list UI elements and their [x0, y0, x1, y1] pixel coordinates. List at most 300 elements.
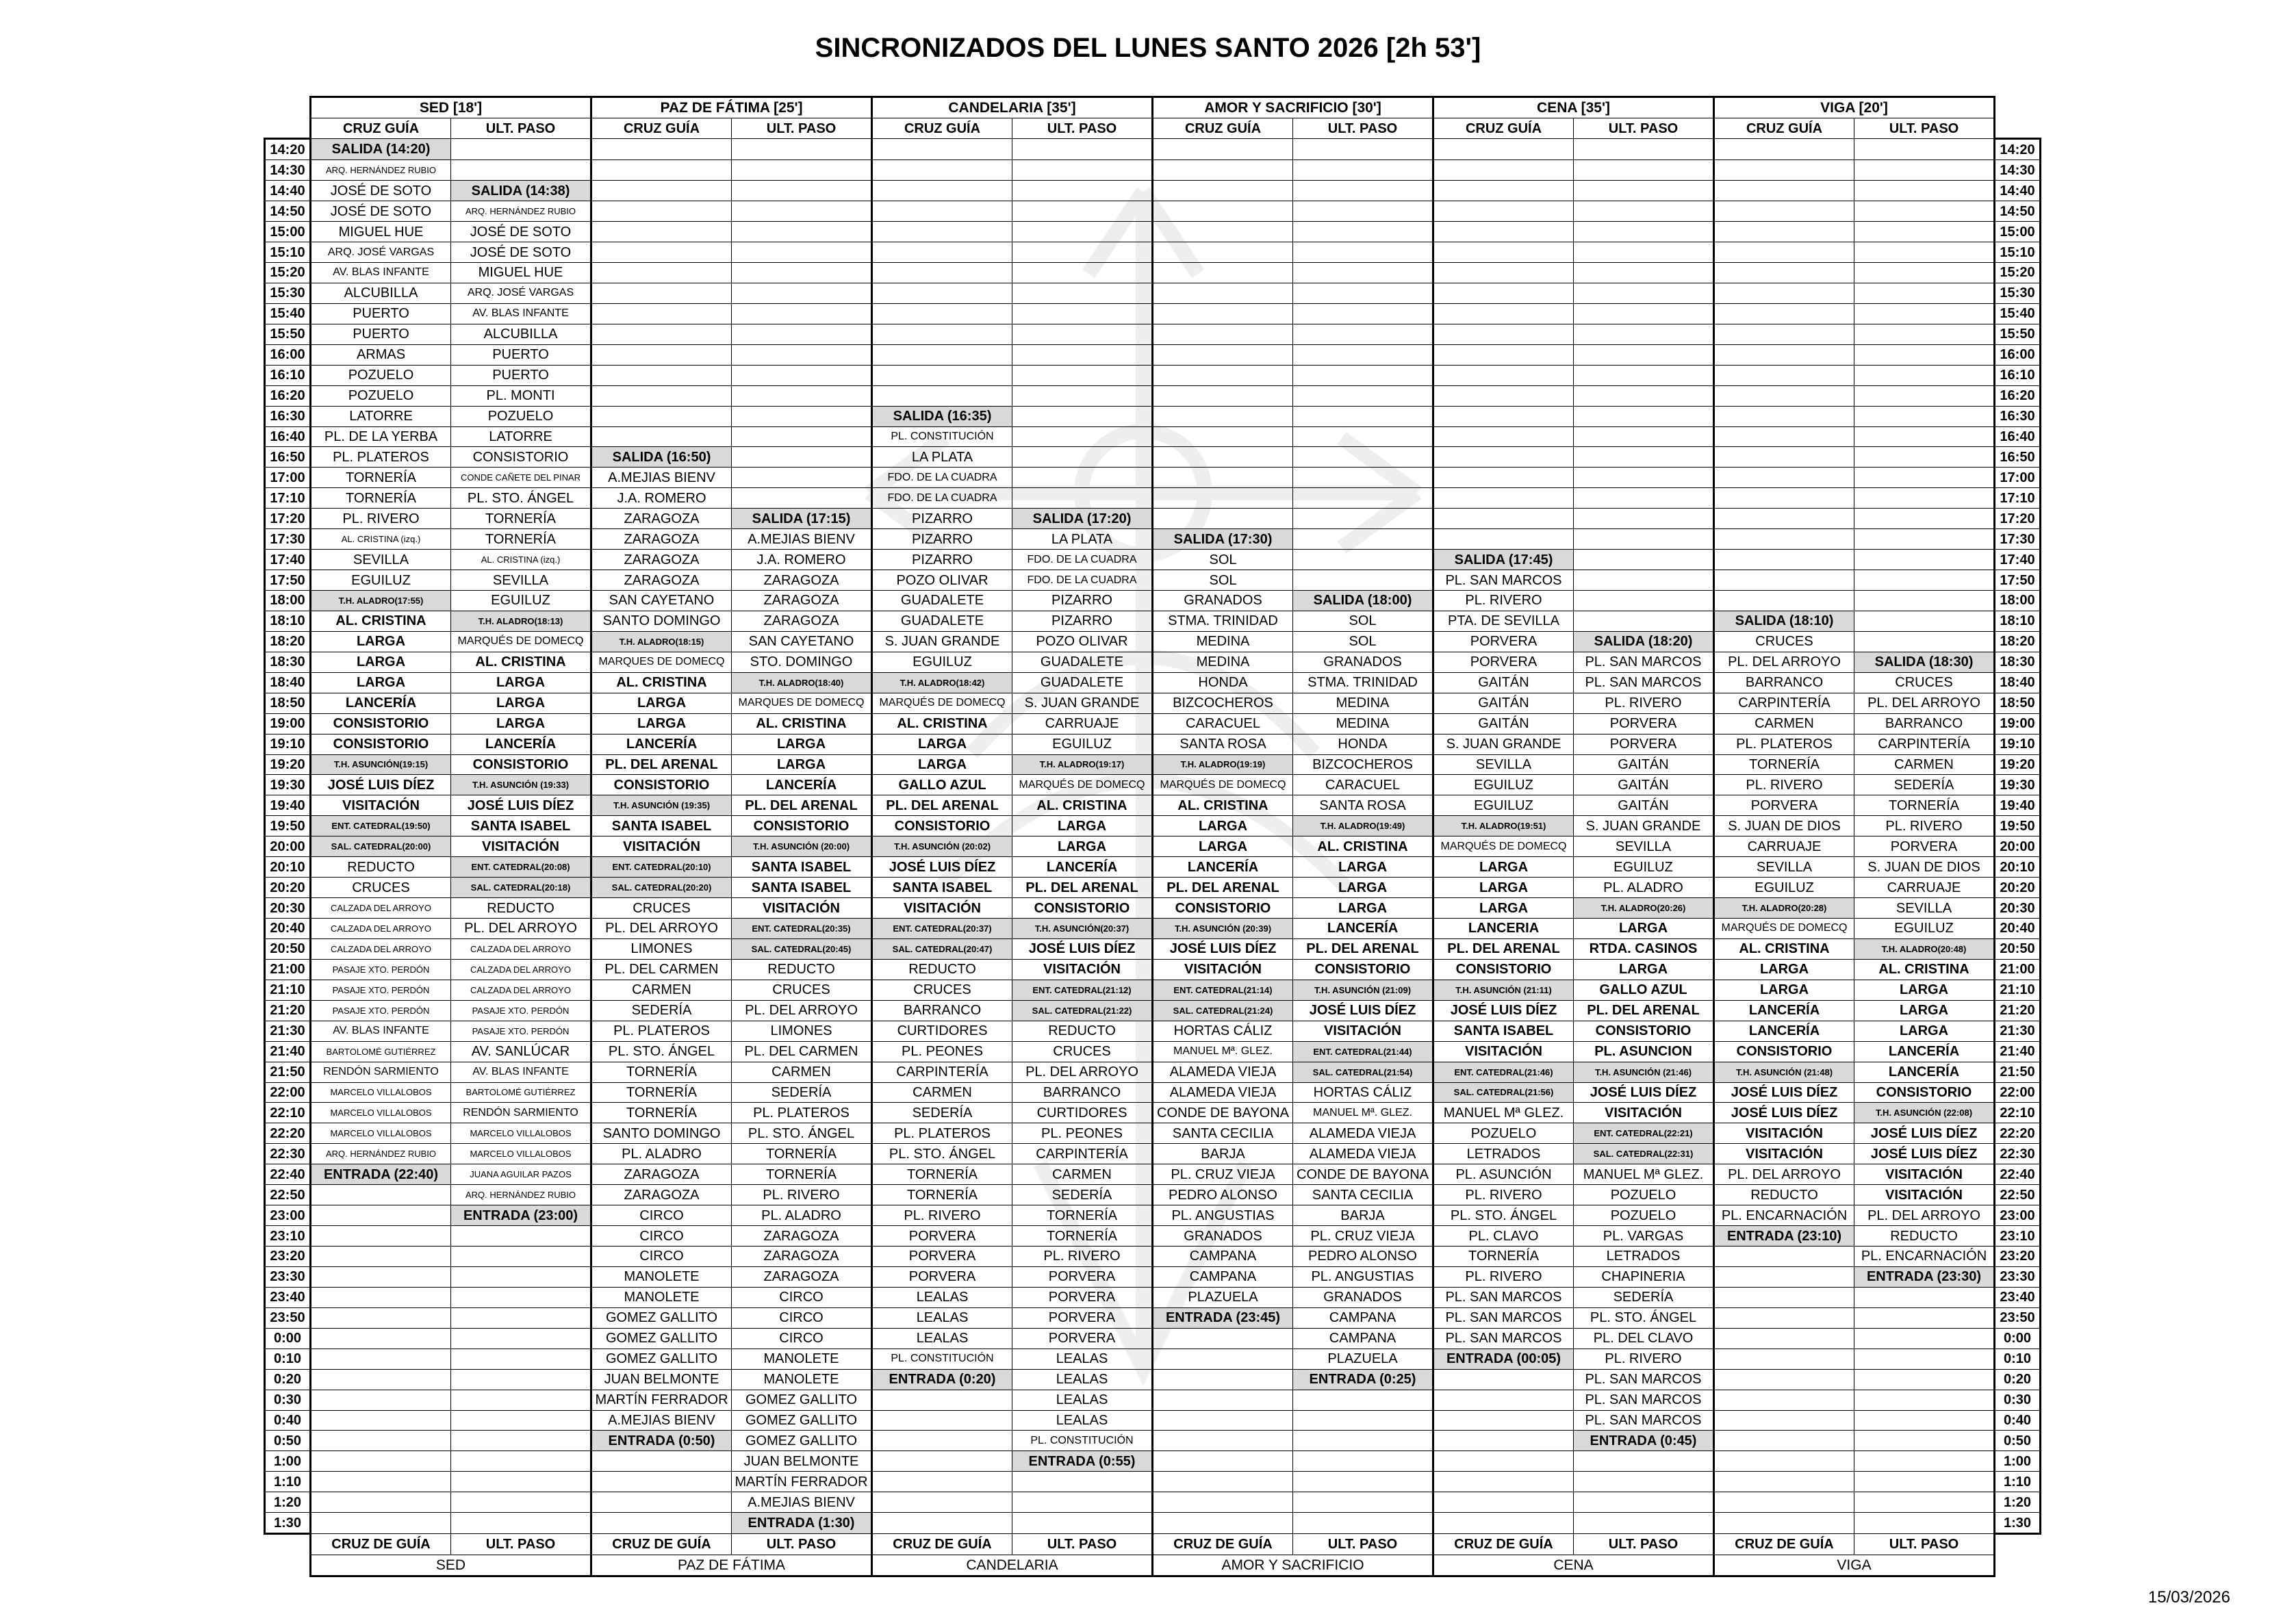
time-cell-left: 18:20	[265, 631, 311, 652]
table-row	[265, 1513, 2041, 1534]
schedule-cell: ALAMEDA VIEJA	[1293, 1144, 1433, 1164]
schedule-cell: PL. DEL ARROYO	[1854, 1205, 1995, 1226]
schedule-cell: GOMEZ GALLITO	[732, 1390, 872, 1410]
schedule-cell	[1574, 283, 1714, 303]
brotherhood-header: CANDELARIA [35']	[872, 97, 1153, 118]
schedule-cell: PL. RIVERO	[1714, 775, 1854, 795]
schedule-cell: PL. DEL ARENAL	[1012, 878, 1153, 898]
schedule-cell: POZUELO	[451, 406, 591, 426]
schedule-cell: SALIDA (17:15)	[732, 509, 872, 529]
schedule-cell: EGUILUZ	[1433, 795, 1574, 816]
schedule-cell: PASAJE XTO. PERDÓN	[451, 1021, 591, 1041]
schedule-cell	[1153, 344, 1293, 365]
time-cell-right: 18:50	[1995, 693, 2041, 713]
schedule-cell: LARGA	[311, 631, 451, 652]
schedule-cell: VISITACIÓN	[1574, 1103, 1714, 1123]
schedule-cell	[1574, 201, 1714, 222]
corner-cell	[265, 1534, 311, 1555]
schedule-cell	[451, 1390, 591, 1410]
column-label-last: ULT. PASO	[732, 118, 872, 138]
schedule-cell	[1714, 324, 1854, 344]
schedule-cell: GAITÁN	[1433, 713, 1574, 734]
time-cell-right: 15:50	[1995, 324, 2041, 344]
schedule-cell: LATORRE	[311, 406, 451, 426]
table-row	[265, 426, 2041, 447]
schedule-cell: SALIDA (17:30)	[1153, 529, 1293, 550]
schedule-cell: LEALAS	[1012, 1349, 1153, 1369]
schedule-cell: GOMEZ GALLITO	[732, 1431, 872, 1451]
table-row	[265, 836, 2041, 857]
schedule-cell: CARMEN	[591, 980, 732, 1000]
schedule-cell: ZARAGOZA	[732, 570, 872, 591]
schedule-cell: CARRUAJE	[1854, 878, 1995, 898]
schedule-cell: PL. DEL ARROYO	[1714, 652, 1854, 672]
schedule-cell: CONSISTORIO	[1012, 898, 1153, 919]
schedule-cell: VISITACIÓN	[1293, 1021, 1433, 1041]
schedule-cell	[451, 1431, 591, 1451]
time-cell-left: 16:10	[265, 365, 311, 385]
schedule-cell	[1574, 570, 1714, 591]
schedule-cell: JOSÉ LUIS DÍEZ	[1012, 938, 1153, 959]
schedule-cell: CONSISTORIO	[311, 734, 451, 754]
time-cell-left: 20:20	[265, 878, 311, 898]
schedule-cell: MARQUÉS DE DOMECQ	[1012, 775, 1153, 795]
schedule-cell	[311, 1185, 451, 1205]
schedule-cell	[1293, 509, 1433, 529]
time-cell-left: 21:00	[265, 959, 311, 980]
schedule-cell: CARMEN	[872, 1082, 1012, 1103]
table-row	[265, 509, 2041, 529]
schedule-cell: SANTA ISABEL	[872, 878, 1012, 898]
schedule-cell	[1854, 283, 1995, 303]
schedule-cell: TORNERÍA	[732, 1164, 872, 1185]
schedule-cell: AV. BLAS INFANTE	[311, 1021, 451, 1041]
schedule-cell: CURTIDORES	[872, 1021, 1012, 1041]
schedule-cell: SANTO DOMINGO	[591, 1123, 732, 1144]
schedule-cell: PASAJE XTO. PERDÓN	[311, 980, 451, 1000]
schedule-cell: EGUILUZ	[1433, 775, 1574, 795]
schedule-cell: TORNERÍA	[591, 1082, 732, 1103]
time-cell-right: 23:10	[1995, 1226, 2041, 1247]
schedule-cell: LARGA	[311, 672, 451, 693]
schedule-cell: CARPINTERÍA	[1714, 693, 1854, 713]
time-cell-left: 21:10	[265, 980, 311, 1000]
schedule-cell	[1714, 1266, 1854, 1287]
schedule-cell: GUADALETE	[872, 611, 1012, 631]
schedule-cell	[1293, 385, 1433, 406]
schedule-cell: ARQ. JOSÉ VARGAS	[311, 242, 451, 263]
schedule-cell	[1854, 1513, 1995, 1534]
table-row	[265, 201, 2041, 222]
schedule-cell	[732, 139, 872, 160]
schedule-cell: SAL. CATEDRAL(20:18)	[451, 878, 591, 898]
schedule-cell	[451, 1307, 591, 1328]
time-cell-left: 20:40	[265, 919, 311, 939]
schedule-cell	[451, 139, 591, 160]
schedule-cell	[311, 1307, 451, 1328]
schedule-cell	[1153, 1431, 1293, 1451]
schedule-cell	[1854, 1492, 1995, 1513]
schedule-cell: REDUCTO	[872, 959, 1012, 980]
time-cell-right: 15:20	[1995, 263, 2041, 283]
schedule-cell: PUERTO	[451, 344, 591, 365]
table-row	[265, 816, 2041, 836]
schedule-cell: MARQUÉS DE DOMECQ	[872, 693, 1012, 713]
schedule-cell	[1854, 365, 1995, 385]
schedule-cell	[1714, 222, 1854, 242]
schedule-cell: CARMEN	[732, 1062, 872, 1082]
schedule-cell: ARMAS	[311, 344, 451, 365]
schedule-cell: LARGA	[1293, 857, 1433, 878]
schedule-cell: LATORRE	[451, 426, 591, 447]
schedule-cell	[872, 324, 1012, 344]
time-cell-left: 20:30	[265, 898, 311, 919]
time-cell-left: 1:00	[265, 1451, 311, 1472]
schedule-cell: ALCUBILLA	[311, 283, 451, 303]
schedule-cell	[1714, 509, 1854, 529]
time-cell-left: 15:50	[265, 324, 311, 344]
schedule-cell	[1012, 426, 1153, 447]
schedule-cell	[1153, 160, 1293, 181]
schedule-cell	[1153, 468, 1293, 488]
footer-label-guide: CRUZ DE GUÍA	[1433, 1534, 1574, 1555]
schedule-cell: AL. CRISTINA	[591, 672, 732, 693]
schedule-cell: AL. CRISTINA	[872, 713, 1012, 734]
schedule-cell: PL. RIVERO	[311, 509, 451, 529]
schedule-cell: SAL. CATEDRAL(21:54)	[1293, 1062, 1433, 1082]
schedule-cell: LEALAS	[1012, 1369, 1153, 1390]
time-cell-left: 0:50	[265, 1431, 311, 1451]
schedule-cell: T.H. ALADRO(17:55)	[311, 591, 451, 611]
schedule-cell: MARCELO VILLALOBOS	[311, 1103, 451, 1123]
table-row	[265, 795, 2041, 816]
schedule-cell: CALZADA DEL ARROYO	[311, 898, 451, 919]
column-label-last: ULT. PASO	[1012, 118, 1153, 138]
schedule-cell: GOMEZ GALLITO	[591, 1307, 732, 1328]
schedule-cell: CRUCES	[311, 878, 451, 898]
time-cell-right: 17:50	[1995, 570, 2041, 591]
schedule-cell: HORTAS CÁLIZ	[1153, 1021, 1293, 1041]
time-cell-left: 20:10	[265, 857, 311, 878]
table-row	[265, 713, 2041, 734]
schedule-cell: AV. BLAS INFANTE	[311, 263, 451, 283]
schedule-cell	[1293, 263, 1433, 283]
schedule-cell: POZUELO	[1433, 1123, 1574, 1144]
schedule-cell: LARGA	[1714, 959, 1854, 980]
schedule-cell: PL. RIVERO	[1854, 816, 1995, 836]
time-cell-left: 17:50	[265, 570, 311, 591]
schedule-cell: AL. CRISTINA	[1012, 795, 1153, 816]
schedule-cell	[1714, 1307, 1854, 1328]
schedule-cell	[872, 344, 1012, 365]
schedule-cell: ALAMEDA VIEJA	[1153, 1082, 1293, 1103]
time-cell-left: 17:00	[265, 468, 311, 488]
table-row	[265, 1144, 2041, 1164]
schedule-cell: T.H. ASUNCIÓN (21:11)	[1433, 980, 1574, 1000]
time-cell-left: 22:50	[265, 1185, 311, 1205]
schedule-cell: CIRCO	[591, 1226, 732, 1247]
schedule-cell: T.H. ASUNCIÓN (20:02)	[872, 836, 1012, 857]
time-cell-left: 22:00	[265, 1082, 311, 1103]
schedule-cell: ENTRADA (0:20)	[872, 1369, 1012, 1390]
time-cell-right: 19:40	[1995, 795, 2041, 816]
schedule-cell: LARGA	[1012, 816, 1153, 836]
schedule-cell: SALIDA (17:20)	[1012, 509, 1153, 529]
schedule-cell: ENT. CATEDRAL(21:14)	[1153, 980, 1293, 1000]
schedule-cell: T.H. ALADRO(18:40)	[732, 672, 872, 693]
schedule-cell	[732, 426, 872, 447]
schedule-cell: ENTRADA (22:40)	[311, 1164, 451, 1185]
schedule-cell	[591, 242, 732, 263]
schedule-cell: PL. DE LA YERBA	[311, 426, 451, 447]
schedule-cell	[1714, 529, 1854, 550]
schedule-cell: PORVERA	[1012, 1328, 1153, 1349]
schedule-cell	[1574, 222, 1714, 242]
time-cell-right: 18:30	[1995, 652, 2041, 672]
schedule-cell: ENTRADA (23:10)	[1714, 1226, 1854, 1247]
schedule-cell: PORVERA	[1574, 734, 1714, 754]
time-cell-left: 18:50	[265, 693, 311, 713]
schedule-cell: PL. STO. ÁNGEL	[1574, 1307, 1714, 1328]
table-row	[265, 1123, 2041, 1144]
schedule-cell	[1714, 181, 1854, 201]
brotherhood-footer: AMOR Y SACRIFICIO	[1153, 1555, 1433, 1576]
table-row	[265, 775, 2041, 795]
time-cell-left: 17:20	[265, 509, 311, 529]
schedule-cell: CARMEN	[1012, 1164, 1153, 1185]
schedule-cell	[1574, 426, 1714, 447]
schedule-cell: CALZADA DEL ARROYO	[451, 980, 591, 1000]
schedule-cell: LARGA	[451, 693, 591, 713]
schedule-cell	[1433, 1492, 1574, 1513]
schedule-cell: PORVERA	[1012, 1266, 1153, 1287]
schedule-cell: PL. PEONES	[872, 1041, 1012, 1062]
table-row	[265, 1287, 2041, 1307]
schedule-cell: T.H. ASUNCIÓN (21:46)	[1574, 1062, 1714, 1082]
time-cell-left: 16:00	[265, 344, 311, 365]
schedule-cell: GAITÁN	[1574, 754, 1714, 775]
schedule-cell: CRUCES	[1012, 1041, 1153, 1062]
table-row	[265, 1349, 2041, 1369]
schedule-cell: MANOLETE	[591, 1266, 732, 1287]
schedule-cell: ENTRADA (0:55)	[1012, 1451, 1153, 1472]
schedule-cell	[1574, 365, 1714, 385]
schedule-cell	[732, 344, 872, 365]
schedule-cell: TORNERÍA	[732, 1144, 872, 1164]
schedule-cell	[872, 1472, 1012, 1492]
table-row	[265, 1472, 2041, 1492]
schedule-cell: AL. CRISTINA	[451, 652, 591, 672]
schedule-cell: PL. ASUNCIÓN	[1433, 1164, 1574, 1185]
time-cell-right: 17:20	[1995, 509, 2041, 529]
table-row	[265, 631, 2041, 652]
schedule-cell: PL. SAN MARCOS	[1433, 1328, 1574, 1349]
schedule-cell	[1714, 1451, 1854, 1472]
footer-label-last: ULT. PASO	[1574, 1534, 1714, 1555]
schedule-cell: ZARAGOZA	[732, 611, 872, 631]
time-cell-left: 18:30	[265, 652, 311, 672]
table-row	[265, 550, 2041, 570]
schedule-cell: BARJA	[1293, 1205, 1433, 1226]
schedule-cell: MANUEL Mª GLEZ.	[1574, 1164, 1714, 1185]
schedule-cell: REDUCTO	[1012, 1021, 1153, 1041]
schedule-cell: GRANADOS	[1153, 591, 1293, 611]
schedule-cell	[1714, 1247, 1854, 1267]
brotherhood-footer: PAZ DE FÁTIMA	[591, 1555, 872, 1576]
schedule-cell: PIZARRO	[872, 550, 1012, 570]
schedule-cell: JOSÉ LUIS DÍEZ	[1854, 1144, 1995, 1164]
brotherhood-header: VIGA [20']	[1714, 97, 1995, 118]
time-cell-left: 21:40	[265, 1041, 311, 1062]
schedule-cell: PL. SAN MARCOS	[1433, 1307, 1574, 1328]
schedule-cell: PLAZUELA	[1293, 1349, 1433, 1369]
document-date: 15/03/2026	[2147, 1588, 2230, 1607]
schedule-cell	[1854, 222, 1995, 242]
schedule-cell: A.MEJIAS BIENV	[732, 529, 872, 550]
schedule-cell: LA PLATA	[872, 447, 1012, 468]
schedule-cell	[1153, 365, 1293, 385]
schedule-cell	[732, 447, 872, 468]
time-cell-left: 16:40	[265, 426, 311, 447]
schedule-cell	[1574, 344, 1714, 365]
schedule-cell	[591, 1492, 732, 1513]
schedule-cell: MANOLETE	[591, 1287, 732, 1307]
time-cell-right: 1:00	[1995, 1451, 2041, 1472]
schedule-cell	[1293, 550, 1433, 570]
table-row	[265, 693, 2041, 713]
footer-label-last: ULT. PASO	[732, 1534, 872, 1555]
schedule-cell: SEDERÍA	[1574, 1287, 1714, 1307]
schedule-cell	[1153, 181, 1293, 201]
schedule-cell: PL. DEL ARENAL	[1433, 938, 1574, 959]
footer-label-guide: CRUZ DE GUÍA	[311, 1534, 451, 1555]
schedule-cell	[1714, 344, 1854, 365]
schedule-cell: ENTRADA (23:45)	[1153, 1307, 1293, 1328]
time-cell-left: 19:50	[265, 816, 311, 836]
schedule-cell	[591, 160, 732, 181]
table-row	[265, 1410, 2041, 1431]
schedule-cell: LARGA	[591, 693, 732, 713]
table-row	[265, 324, 2041, 344]
schedule-cell	[1012, 1472, 1153, 1492]
schedule-cell: SAL. CATEDRAL(20:47)	[872, 938, 1012, 959]
time-cell-left: 22:10	[265, 1103, 311, 1123]
schedule-cell: PL. SAN MARCOS	[1574, 672, 1714, 693]
time-cell-right: 18:40	[1995, 672, 2041, 693]
schedule-cell: PL. PEONES	[1012, 1123, 1153, 1144]
schedule-cell	[1153, 488, 1293, 509]
schedule-cell: ARQ. HERNÁNDEZ RUBIO	[451, 1185, 591, 1205]
schedule-cell: PL. PLATEROS	[1714, 734, 1854, 754]
schedule-cell	[1854, 406, 1995, 426]
schedule-cell: SANTA CECILIA	[1153, 1123, 1293, 1144]
schedule-cell: EGUILUZ	[311, 570, 451, 591]
schedule-cell: SEDERÍA	[591, 1000, 732, 1021]
schedule-cell	[1433, 1513, 1574, 1534]
schedule-cell: ZARAGOZA	[591, 509, 732, 529]
schedule-cell: PL. STO. ÁNGEL	[1433, 1205, 1574, 1226]
schedule-cell: PASAJE XTO. PERDÓN	[311, 1000, 451, 1021]
schedule-cell	[872, 263, 1012, 283]
table-row	[265, 959, 2041, 980]
schedule-cell: AL. CRISTINA	[1293, 836, 1433, 857]
schedule-cell	[732, 181, 872, 201]
schedule-cell: HONDA	[1293, 734, 1433, 754]
schedule-cell: SAL. CATEDRAL(20:45)	[732, 938, 872, 959]
schedule-cell	[1854, 1451, 1995, 1472]
schedule-cell: PORVERA	[1012, 1287, 1153, 1307]
schedule-cell: PL. ENCARNACIÓN	[1854, 1247, 1995, 1267]
schedule-cell: SALIDA (18:00)	[1293, 591, 1433, 611]
schedule-cell	[1433, 160, 1574, 181]
schedule-cell	[1433, 509, 1574, 529]
schedule-cell: ENT. CATEDRAL(20:37)	[872, 919, 1012, 939]
schedule-cell	[1293, 324, 1433, 344]
schedule-cell: SEVILLA	[1854, 898, 1995, 919]
schedule-cell	[311, 1287, 451, 1307]
schedule-cell: PL. DEL ARENAL	[1574, 1000, 1714, 1021]
schedule-cell: AL. CRISTINA	[311, 611, 451, 631]
schedule-cell	[1433, 222, 1574, 242]
table-row	[265, 672, 2041, 693]
time-cell-right: 15:10	[1995, 242, 2041, 263]
schedule-cell: PIZARRO	[1012, 611, 1153, 631]
schedule-cell: TORNERÍA	[451, 509, 591, 529]
schedule-cell: SEVILLA	[1714, 857, 1854, 878]
schedule-cell	[1153, 1349, 1293, 1369]
schedule-cell: MARQUES DE DOMECQ	[732, 693, 872, 713]
schedule-cell: TORNERÍA	[311, 488, 451, 509]
schedule-cell	[1293, 488, 1433, 509]
schedule-cell: TORNERÍA	[311, 468, 451, 488]
schedule-cell	[1574, 303, 1714, 324]
schedule-cell: ZARAGOZA	[591, 550, 732, 570]
schedule-cell	[311, 1226, 451, 1247]
time-cell-right: 19:50	[1995, 816, 2041, 836]
schedule-cell	[732, 263, 872, 283]
schedule-cell	[1854, 385, 1995, 406]
schedule-cell: PORVERA	[1574, 713, 1714, 734]
schedule-cell	[1574, 550, 1714, 570]
schedule-cell	[1714, 488, 1854, 509]
schedule-cell: GOMEZ GALLITO	[732, 1410, 872, 1431]
schedule-cell: ALAMEDA VIEJA	[1293, 1123, 1433, 1144]
schedule-cell	[1012, 201, 1153, 222]
table-row	[265, 754, 2041, 775]
schedule-cell: SAL. CATEDRAL(21:22)	[1012, 1000, 1153, 1021]
schedule-cell: ENT. CATEDRAL(22:21)	[1574, 1123, 1714, 1144]
schedule-cell	[1012, 303, 1153, 324]
schedule-cell	[591, 426, 732, 447]
schedule-cell	[1153, 324, 1293, 344]
schedule-cell: MEDINA	[1153, 652, 1293, 672]
table-row	[265, 652, 2041, 672]
schedule-cell	[872, 1390, 1012, 1410]
schedule-cell: CARPINTERÍA	[1012, 1144, 1153, 1164]
table-row	[265, 1000, 2041, 1021]
schedule-cell: LARGA	[1714, 980, 1854, 1000]
time-cell-right: 1:30	[1995, 1513, 2041, 1534]
time-cell-right: 0:00	[1995, 1328, 2041, 1349]
table-row	[265, 734, 2041, 754]
schedule-cell: EGUILUZ	[1714, 878, 1854, 898]
schedule-cell: CIRCO	[732, 1287, 872, 1307]
schedule-cell: SALIDA (14:38)	[451, 181, 591, 201]
schedule-cell: SALIDA (17:45)	[1433, 550, 1574, 570]
schedule-cell: STMA. TRINIDAD	[1153, 611, 1293, 631]
column-label-guide: CRUZ GUÍA	[591, 118, 732, 138]
schedule-cell: CARPINTERÍA	[1854, 734, 1995, 754]
